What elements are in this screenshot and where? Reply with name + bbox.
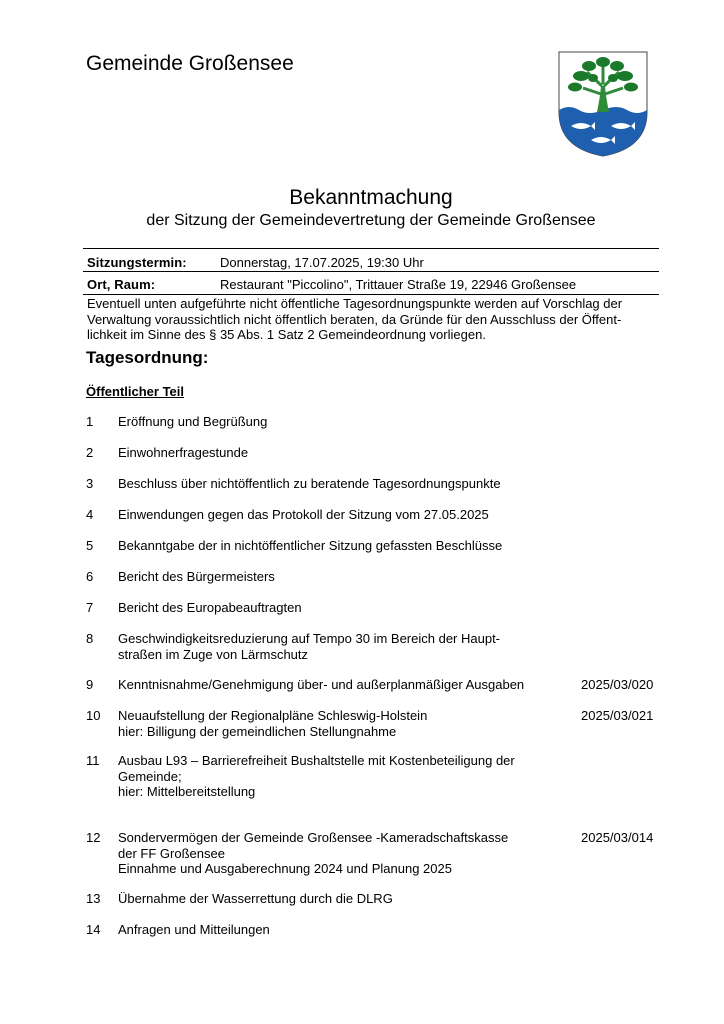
agenda-heading: Tagesordnung: <box>86 348 209 367</box>
agenda-item-line: hier: Billigung der gemeindlichen Stellungnahme <box>118 723 397 739</box>
agenda-item-text <box>118 891 558 907</box>
agenda-item-number: 12 <box>86 830 101 845</box>
agenda-item-text <box>118 677 558 693</box>
agenda-item-text <box>118 708 558 739</box>
agenda-item-line: Bericht des Bürgermeisters <box>118 569 275 584</box>
divider-bottom <box>83 294 659 295</box>
agenda-item-reference: 2025/03/020 <box>581 677 654 692</box>
agenda-item-text <box>118 600 558 616</box>
agenda-item-text <box>118 753 558 800</box>
notice-line: lichkeit im Sinne des § 35 Abs. 1 Satz 2 Gemeindeordnung vorliegen. <box>87 327 486 342</box>
agenda-item-reference: 2025/03/021 <box>581 708 654 723</box>
meeting-date-value: Donnerstag, 17.07.2025, 19:30 Uhr <box>220 255 424 270</box>
agenda-item-line: Übernahme der Wasserrettung durch die DLRG <box>118 891 393 906</box>
notice-line: Verwaltung voraussichtlich nicht öffentlich beraten, da Gründe für den Ausschluss der Öffent- <box>87 311 622 327</box>
document-subtitle: der Sitzung der Gemeindevertretung der Gemeinde Großensee <box>146 212 596 229</box>
agenda-item-number: 8 <box>86 631 94 646</box>
agenda-item-reference: 2025/03/014 <box>581 830 654 845</box>
document-title: Bekanntmachung <box>289 186 453 209</box>
agenda-item-text <box>118 445 558 461</box>
agenda-item-number: 5 <box>86 538 94 553</box>
meeting-place-value: Restaurant "Piccolino", Trittauer Straße 19, 22946 Großensee <box>220 277 577 292</box>
agenda-item-line: Einwendungen gegen das Protokoll der Sitzung vom 27.05.2025 <box>118 507 489 522</box>
agenda-item-line: der FF Großensee <box>118 845 225 861</box>
agenda-item-number: 11 <box>86 753 100 768</box>
meeting-place-label: Ort, Raum: <box>87 277 156 292</box>
agenda-item-number: 7 <box>86 600 94 615</box>
meeting-date-label: Sitzungstermin: <box>87 255 187 270</box>
agenda-item-number: 1 <box>86 414 94 429</box>
agenda-item-text <box>118 830 558 877</box>
agenda-item-text <box>118 507 558 523</box>
agenda-item-line: Neuaufstellung der Regionalpläne Schleswig-Holstein <box>118 708 428 723</box>
agenda-item-line: Kenntnisnahme/Genehmigung über- und außerplanmäßiger Ausgaben <box>118 677 525 692</box>
agenda-item-line: Anfragen und Mitteilungen <box>118 922 270 937</box>
agenda-item-text <box>118 476 558 492</box>
coat-of-arms-icon <box>557 50 649 158</box>
divider-middle <box>83 271 659 272</box>
agenda-item-text <box>118 569 558 585</box>
agenda-item-line: Geschwindigkeitsreduzierung auf Tempo 30 im Bereich der Haupt- <box>118 631 501 646</box>
agenda-item-number: 2 <box>86 445 94 460</box>
public-part-heading: Öffentlicher Teil <box>86 384 184 399</box>
agenda-item-line: Bekanntgabe der in nichtöffentlicher Sitzung gefassten Beschlüsse <box>118 538 503 553</box>
agenda-item-line: Eröffnung und Begrüßung <box>118 414 268 429</box>
divider-top <box>83 248 659 249</box>
notice-line: Eventuell unten aufgeführte nicht öffentliche Tagesordnungspunkte werden auf Vorschlag der <box>87 296 623 311</box>
agenda-item-text <box>118 414 558 430</box>
agenda-item-text <box>118 538 558 554</box>
agenda-item-number: 10 <box>86 708 101 723</box>
agenda-item-number: 3 <box>86 476 94 491</box>
municipality-name: Gemeinde Großensee <box>86 52 294 75</box>
agenda-item-number: 6 <box>86 569 94 584</box>
agenda-item-line: straßen im Zuge von Lärmschutz <box>118 646 309 662</box>
agenda-item-line: Beschluss über nichtöffentlich zu beratende Tagesordnungspunkte <box>118 476 501 491</box>
agenda-item-number: 4 <box>86 507 94 522</box>
agenda-item-text <box>118 922 558 938</box>
agenda-item-line: hier: Mittelbereitstellung <box>118 784 256 799</box>
agenda-item-number: 13 <box>86 891 101 906</box>
agenda-item-line: Gemeinde; <box>118 768 182 784</box>
agenda-item-line: Bericht des Europabeauftragten <box>118 600 302 615</box>
agenda-item-number: 9 <box>86 677 94 692</box>
notice-text <box>87 296 659 343</box>
agenda-item-line: Ausbau L93 – Barrierefreiheit Bushaltstelle mit Kostenbeteiligung der <box>118 753 515 768</box>
agenda-item-line: Sondervermögen der Gemeinde Großensee -Kameradschaftskasse <box>118 830 509 845</box>
agenda-item-number: 14 <box>86 922 101 937</box>
agenda-item-line: Einnahme und Ausgaberechnung 2024 und Planung 2025 <box>118 861 452 876</box>
agenda-item-text <box>118 631 558 662</box>
agenda-item-line: Einwohnerfragestunde <box>118 445 249 460</box>
